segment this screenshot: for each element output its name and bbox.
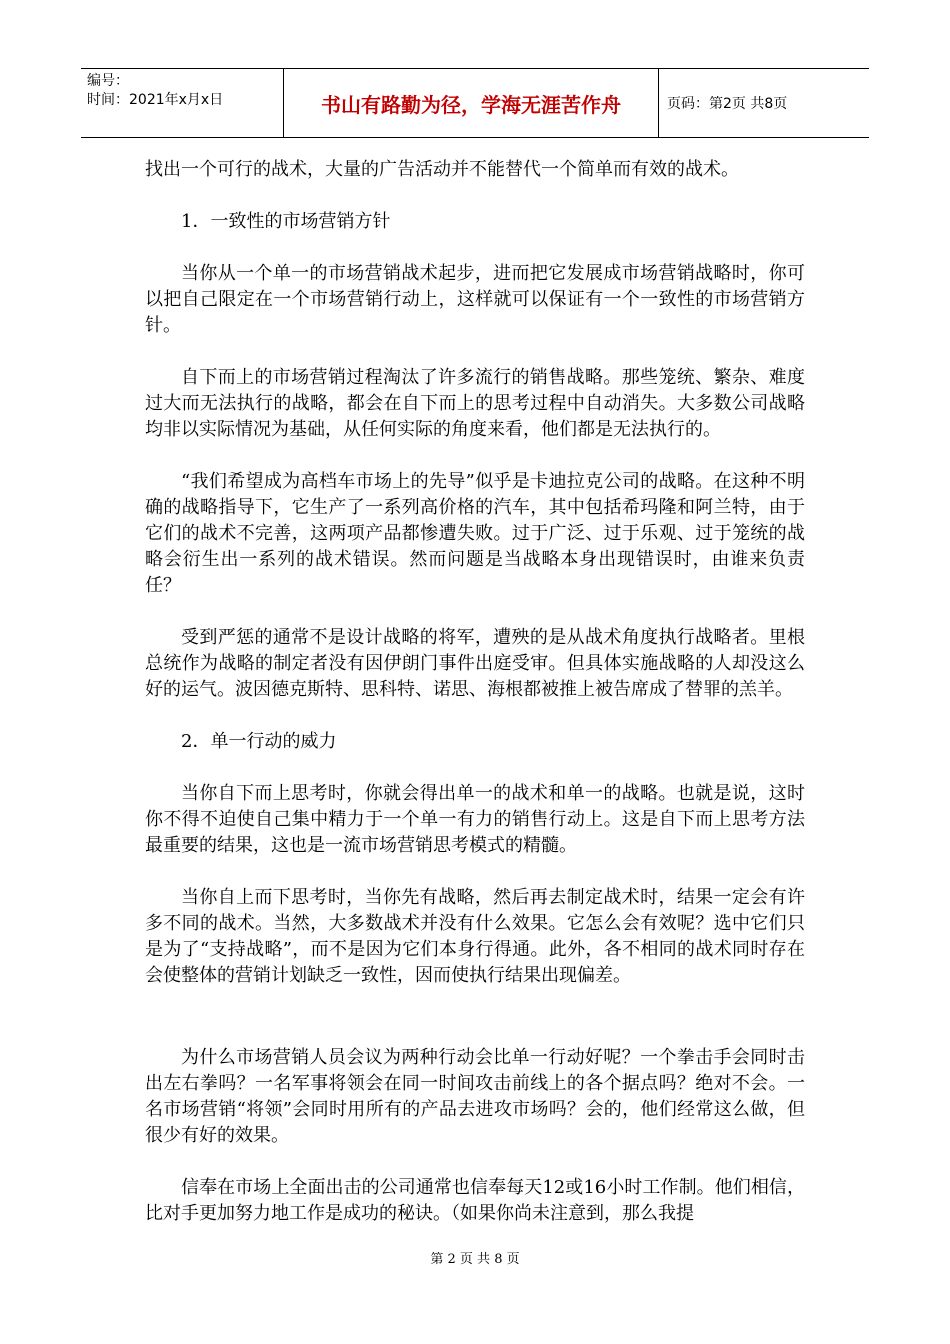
header-page-info: 页码：第2页 共8页 — [667, 96, 788, 112]
paragraph: 找出一个可行的战术，大量的广告活动并不能替代一个简单而有效的战术。 — [145, 159, 739, 180]
section-heading: 2．单一行动的威力 — [181, 731, 337, 752]
paragraph: 当你从一个单一的市场营销战术起步，进而把它发展成市场营销战略时，你可以把自己限定在一个市场营销行动上，这样就可以保证有一个一致性的市场营销方针。 — [145, 263, 805, 336]
paragraph: 信奉在市场上全面出击的公司通常也信奉每天12或16小时工作制。他们相信，比对手更加努力地工作是成功的秘诀。（如果你尚未注意到，那么我提 — [145, 1177, 805, 1224]
paragraph: 自下而上的市场营销过程淘汰了许多流行的销售战略。那些笼统、繁杂、难度过大而无法执行的战略，都会在自下而上的思考过程中自动消失。大多数公司战略均非以实际情况为基础，从任何实际的角度来看，他们都是无法执行的。 — [145, 367, 805, 440]
paragraph: 当你自下而上思考时，你就会得出单一的战术和单一的战略。也就是说，这时你不得不迫使自己集中精力于一个单一有力的销售行动上。这是自下而上思考方法最重要的结果，这也是一流市场营销思考模式的精髓。 — [145, 783, 805, 856]
date-label: 时间：2021年x月x日 — [87, 92, 224, 108]
code-label: 编号： — [87, 73, 129, 89]
paragraph: 受到严惩的通常不是设计战略的将军，遭殃的是从战术角度执行战略者。里根总统作为战略的制定者没有因伊朗门事件出庭受审。但具体实施战略的人却没这么好的运气。波因德克斯特、思科特、诺思、海根都被推上被告席成了替罪的羔羊。 — [145, 627, 805, 700]
header-meta — [81, 69, 284, 137]
paragraph: 当你自上而下思考时，当你先有战略，然后再去制定战术时，结果一定会有许多不同的战术。当然，大多数战术并没有什么效果。它怎么会有效呢？选中它们只是为了“支持战略”，而不是因为它们本身行得通。此外，各不相同的战术同时存在会使整体的营销计划缺乏一致性，因而使执行结果出现偏差。 — [145, 887, 805, 986]
header-motto: 书山有路勤为径，学海无涯苦作舟 — [284, 69, 659, 137]
page-footer: 第 2 页 共 8 页 — [430, 1252, 520, 1267]
paragraph: 为什么市场营销人员会议为两种行动会比单一行动好呢？一个拳击手会同时击出左右拳吗？一名军事将领会在同一时间攻击前线上的各个据点吗？绝对不会。一名市场营销“将领”会同时用所有的产品去进攻市场吗？会的，他们经常这么做，但很少有好的效果。 — [145, 1047, 805, 1146]
document-body — [145, 157, 805, 1227]
section-heading: 1．一致性的市场营销方针 — [181, 211, 391, 232]
paragraph: “我们希望成为高档车市场上的先导”似乎是卡迪拉克公司的战略。在这种不明确的战略指导下，它生产了一系列高价格的汽车，其中包括希玛隆和阿兰特，由于它们的战术不完善，这两项产品都惨遭失败。过于广泛、过于乐观、过于笼统的战略会衍生出一系列的战术错误。然而问题是当战略本身出现错误时，由谁来负责任？ — [145, 471, 805, 596]
page-header — [81, 68, 869, 138]
